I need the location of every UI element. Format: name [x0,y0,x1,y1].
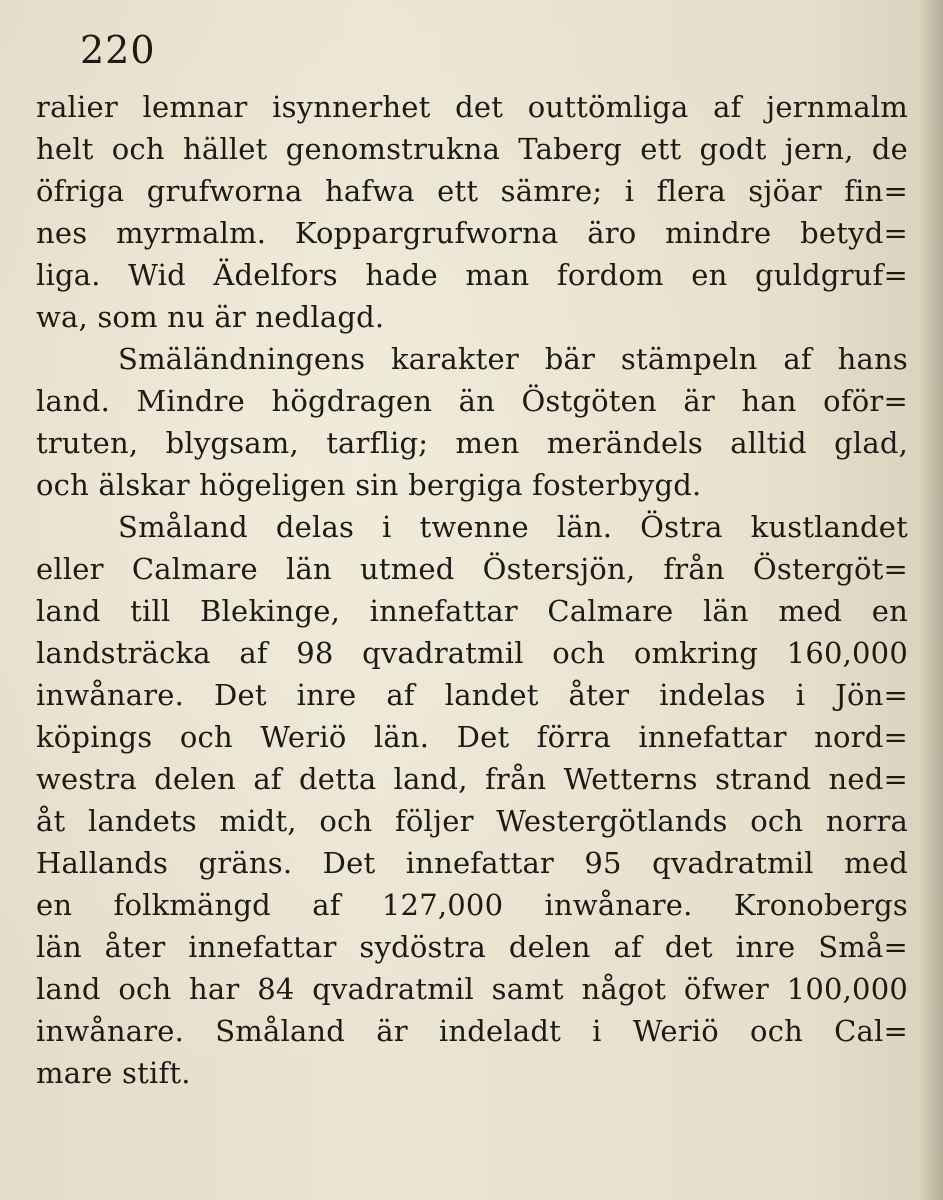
text-line: liga. Wid Ädelfors hade man fordom en guldgruf= [36,258,908,292]
text-line: nes myrmalm. Koppargrufworna äro mindre betyd= [36,216,908,250]
text-line: land. Mindre högdragen än Östgöten är han oför= [36,384,908,418]
text-line: öfriga grufworna hafwa ett sämre; i flera sjöar fin= [36,174,908,208]
text-line: en folkmängd af 127,000 inwånare. Kronobergs [36,888,908,922]
text-line: Småland delas i twenne län. Östra kustlandet [118,510,908,544]
text-line: land till Blekinge, innefattar Calmare län med en [36,594,908,628]
text-line: och älskar högeligen sin bergiga fosterbygd. [36,468,702,502]
text-line: inwånare. Småland är indeladt i Weriö och Cal= [36,1014,908,1048]
text-line: län åter innefattar sydöstra delen af det inre Små= [36,930,908,964]
text-line: westra delen af detta land, från Wetterns strand ned= [36,762,908,796]
text-line: landsträcka af 98 qvadratmil och omkring 160,000 [36,636,908,670]
text-line: ralier lemnar isynnerhet det outtömliga af jernmalm [36,90,908,124]
text-line: Smäländningens karakter bär stämpeln af hans [118,342,908,376]
text-line: land och har 84 qvadratmil samt något öfwer 100,000 [36,972,908,1006]
text-line: åt landets midt, och följer Westergötlands och norra [36,804,908,838]
page-number: 220 [80,28,156,72]
body-text [36,86,908,1094]
page-edge-shadow [919,0,943,1200]
text-line: eller Calmare län utmed Östersjön, från Östergöt= [36,552,908,586]
text-line: Hallands gräns. Det innefattar 95 qvadratmil med [36,846,908,880]
text-line: köpings och Weriö län. Det förra innefattar nord= [36,720,908,754]
text-line: inwånare. Det inre af landet åter indelas i Jön= [36,678,908,712]
text-line: mare stift. [36,1056,191,1090]
text-line: helt och hället genomstrukna Taberg ett godt jern, de [36,132,908,166]
text-line: truten, blygsam, tarflig; men merändels alltid glad, [36,426,908,460]
text-line: wa, som nu är nedlagd. [36,300,385,334]
